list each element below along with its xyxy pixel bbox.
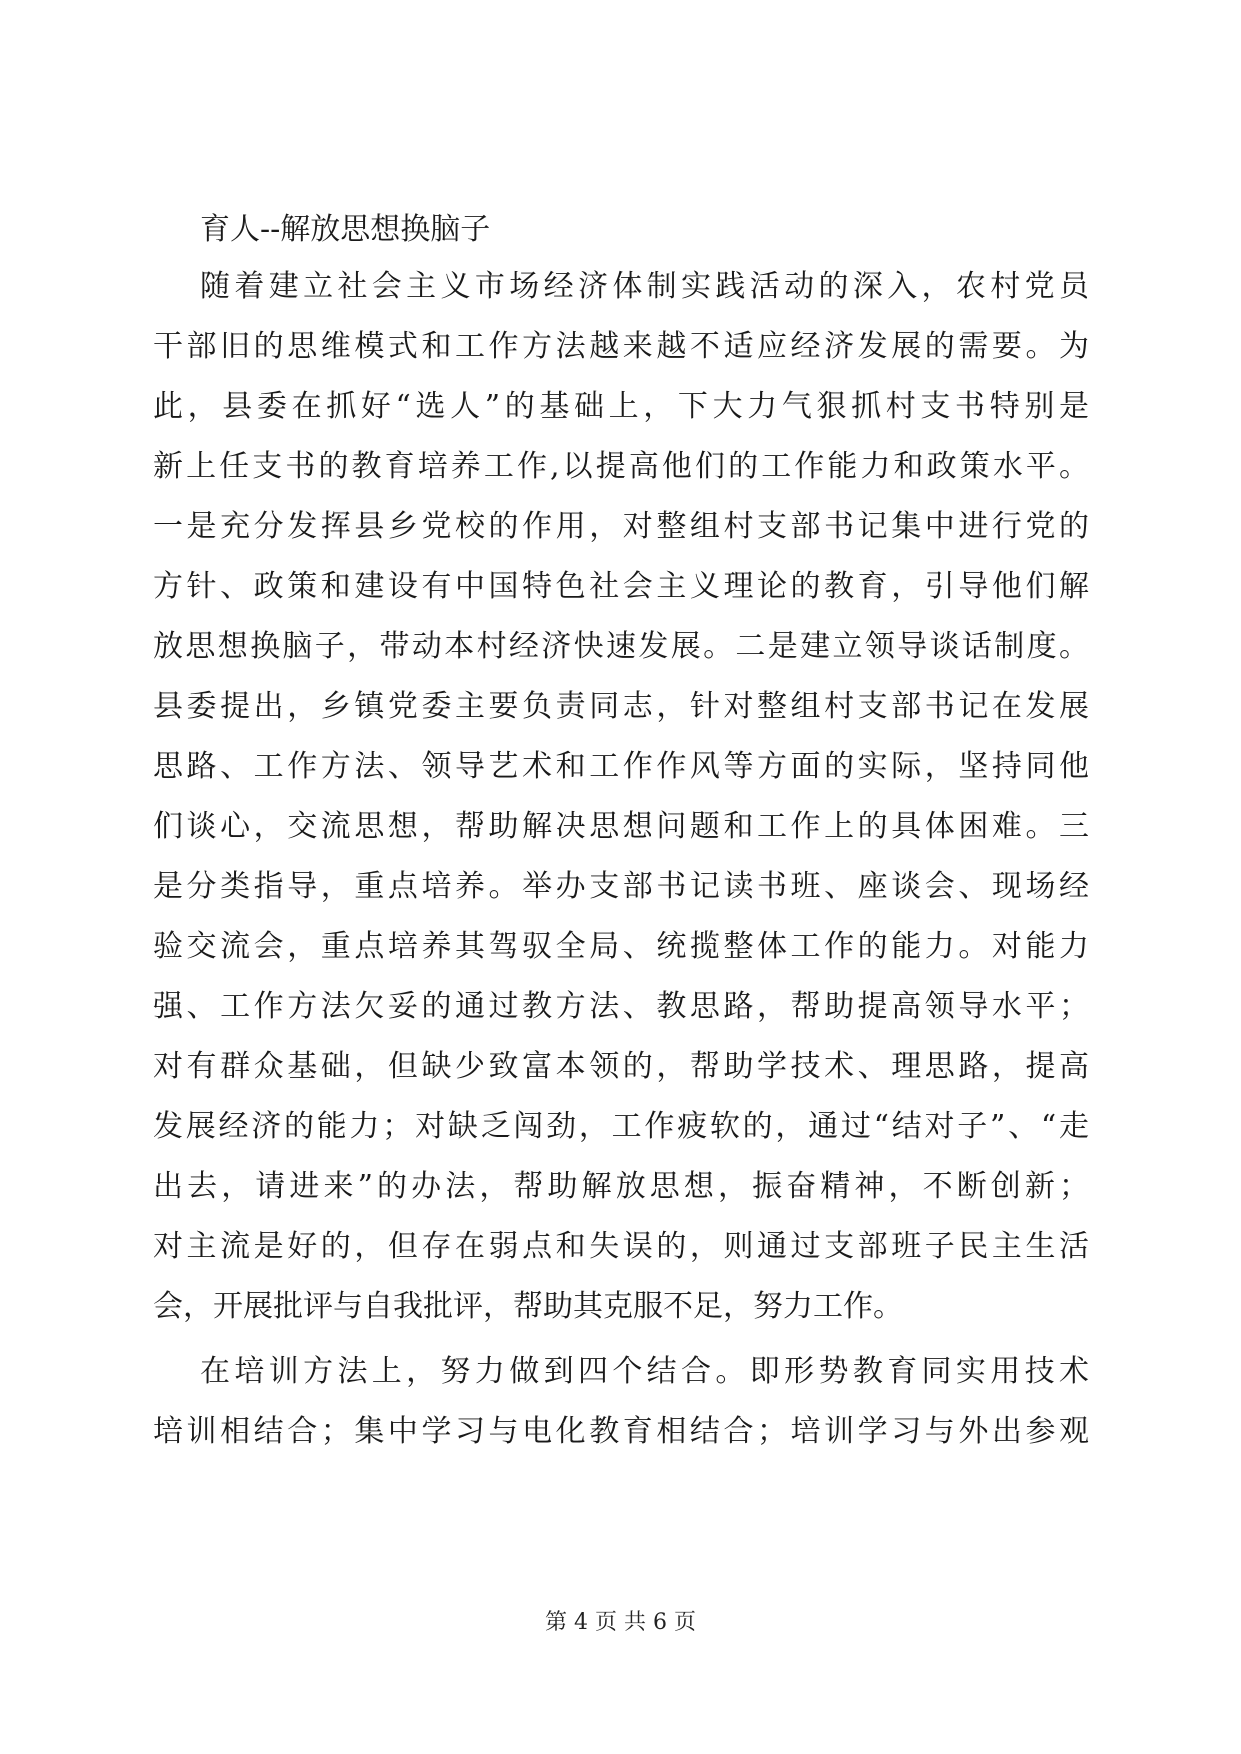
paragraph-line: 干部旧的思维模式和工作方法越来越不适应经济发展的需要。为 (153, 329, 1089, 364)
paragraph-line: 是分类指导，重点培养。举办支部书记读书班、座谈会、现场经 (153, 869, 1089, 904)
page-number-footer: 第 4 页 共 6 页 (545, 1610, 696, 1635)
paragraph-line: 验交流会，重点培养其驾驭全局、统揽整体工作的能力。对能力 (153, 929, 1089, 964)
paragraph-line: 发展经济的能力；对缺乏闯劲，工作疲软的，通过“结对子”、“走 (153, 1109, 1089, 1144)
section-heading: 育人--解放思想换脑子 (200, 212, 491, 247)
paragraph-line: 对主流是好的，但存在弱点和失误的，则通过支部班子民主生活 (153, 1229, 1089, 1264)
paragraph-line: 方针、政策和建设有中国特色社会主义理论的教育，引导他们解 (153, 569, 1089, 604)
paragraph-line: 会，开展批评与自我批评，帮助其克服不足，努力工作。 (153, 1289, 903, 1324)
paragraph-line: 思路、工作方法、领导艺术和工作作风等方面的实际，坚持同他 (153, 749, 1089, 784)
paragraph-line: 出去，请进来”的办法，帮助解放思想，振奋精神，不断创新； (153, 1169, 1089, 1204)
paragraph-line: 培训相结合；集中学习与电化教育相结合；培训学习与外出参观 (153, 1414, 1089, 1449)
paragraph-line: 对有群众基础，但缺少致富本领的，帮助学技术、理思路，提高 (153, 1049, 1089, 1084)
paragraph-line: 随着建立社会主义市场经济体制实践活动的深入，农村党员 (200, 269, 1089, 304)
paragraph-line: 放思想换脑子，带动本村经济快速发展。二是建立领导谈话制度。 (153, 629, 1089, 664)
paragraph-line: 在培训方法上，努力做到四个结合。即形势教育同实用技术 (200, 1354, 1089, 1389)
paragraph-line: 强、工作方法欠妥的通过教方法、教思路，帮助提高领导水平； (153, 989, 1089, 1024)
paragraph-line: 县委提出，乡镇党委主要负责同志，针对整组村支部书记在发展 (153, 689, 1089, 724)
paragraph-line: 一是充分发挥县乡党校的作用，对整组村支部书记集中进行党的 (153, 509, 1089, 544)
paragraph-line: 新上任支书的教育培养工作,以提高他们的工作能力和政策水平。 (153, 449, 1089, 484)
paragraph-line: 们谈心，交流思想，帮助解决思想问题和工作上的具体困难。三 (153, 809, 1089, 844)
paragraph-line: 此，县委在抓好“选人”的基础上，下大力气狠抓村支书特别是 (153, 389, 1089, 424)
